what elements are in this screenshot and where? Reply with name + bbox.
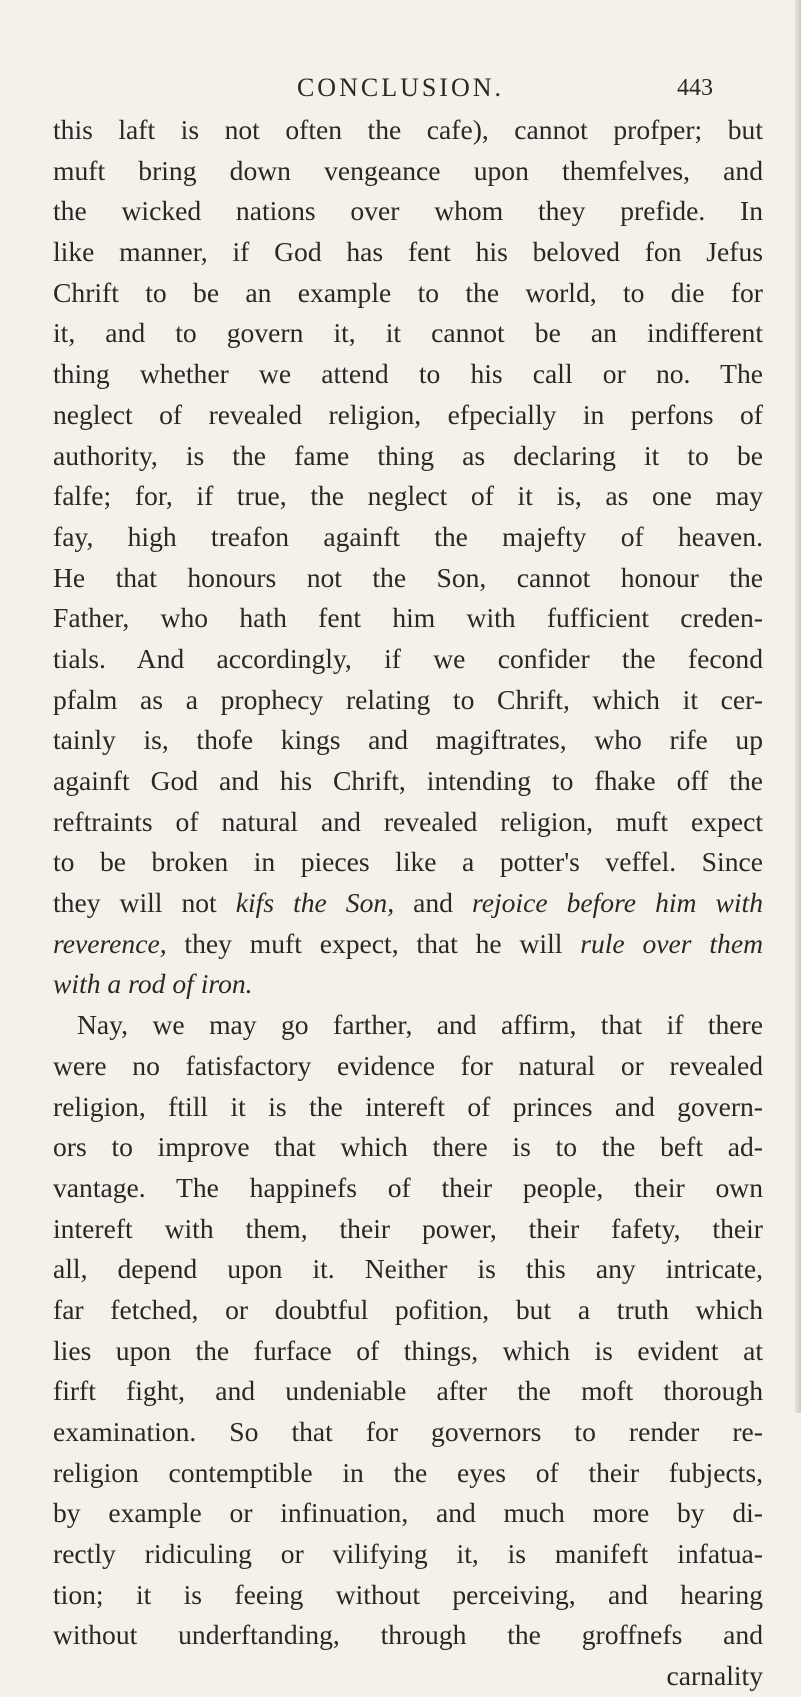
text-line: thing whether we attend to his call or no. The [53, 358, 763, 390]
text-line: fay, high treafon againft the majefty of heaven. [53, 520, 763, 552]
text-line: ors to improve that which there is to the beft ad- [53, 1131, 763, 1163]
text-line: the wicked nations over whom they prefide. In [53, 195, 763, 227]
text-line: Chrift to be an example to the world, to die for [53, 276, 763, 308]
italic-scripture-quote: reverence, [53, 927, 167, 959]
text-line: vantage. The happinefs of their people, their own [53, 1171, 763, 1203]
page-number: 443 [677, 75, 713, 101]
text-line: authority, is the fame thing as declaring it to be [53, 439, 763, 471]
text-line-paragraph-start: Nay, we may go farther, and affirm, that if there [77, 1009, 763, 1041]
italic-scripture-quote: rejoice before him with [471, 887, 764, 919]
text-line: like manner, if God has fent his beloved fon Jefus [53, 236, 763, 268]
italic-scripture-quote: kifs the Son, [235, 887, 395, 919]
page-edge [795, 0, 801, 1413]
text-line: tials. And accordingly, if we confider the fecond [53, 642, 763, 674]
text-line: neglect of revealed religion, efpecially in perfons of [53, 398, 763, 430]
text-line: Father, who hath fent him with fufficient creden- [53, 602, 763, 634]
text-line: pfalm as a prophecy relating to Chrift, which it cer- [53, 683, 763, 715]
text-line: reftraints of natural and revealed religion, muft expect [53, 805, 763, 837]
text-line: lies upon the furface of things, which is evident at [53, 1334, 763, 1366]
text-line: religion, ftill it is the intereft of princes and govern- [53, 1090, 763, 1122]
text-line: tainly is, thofe kings and magiftrates, who rife up [53, 724, 763, 756]
text-line: rectly ridiculing or vilifying it, is manifeft infatua- [53, 1538, 763, 1570]
text-line: firft fight, and undeniable after the moft thorough [53, 1375, 763, 1407]
text-line: without underftanding, through the groffnefs and [53, 1619, 763, 1651]
text-run: they will not [53, 887, 236, 919]
italic-scripture-quote: rule over them [580, 927, 763, 959]
body-text [53, 110, 763, 1697]
text-line [53, 924, 763, 965]
text-line: all, depend upon it. Neither is this any intricate, [53, 1253, 763, 1285]
text-line: it, and to govern it, it cannot be an indifferent [53, 317, 763, 349]
text-run: and [394, 887, 472, 919]
text-line: religion contemptible in the eyes of their fubjects, [53, 1456, 763, 1488]
text-line: muft bring down vengeance upon themfelves, and [53, 154, 763, 186]
running-title: CONCLUSION. [296, 73, 505, 102]
text-line: falfe; for, if true, the neglect of it is, as one may [53, 480, 763, 512]
text-line: intereft with them, their power, their fafety, their [53, 1212, 763, 1244]
text-line-paragraph-end [53, 964, 763, 1005]
text-line: He that honours not the Son, cannot honour the [53, 561, 763, 593]
text-line: againft God and his Chrift, intending to fhake off the [53, 765, 763, 796]
text-line: to be broken in pieces like a potter's veffel. Since [53, 846, 763, 878]
catchword: carnality [666, 1660, 763, 1692]
text-line [53, 883, 763, 924]
text-line: far fetched, or doubtful pofition, but a truth which [53, 1293, 763, 1325]
text-line: were no fatisfactory evidence for natural or revealed [53, 1049, 763, 1081]
text-run: they muft expect, that he will [166, 927, 581, 959]
text-line: by example or infinuation, and much more by di- [53, 1497, 763, 1529]
italic-scripture-quote: with a rod of iron. [53, 968, 253, 1000]
text-line: this laft is not often the cafe), cannot profper; but [53, 114, 763, 145]
running-head [0, 68, 801, 108]
text-line: examination. So that for governors to render re- [53, 1416, 763, 1447]
text-line: tion; it is feeing without perceiving, and hearing [53, 1578, 763, 1610]
